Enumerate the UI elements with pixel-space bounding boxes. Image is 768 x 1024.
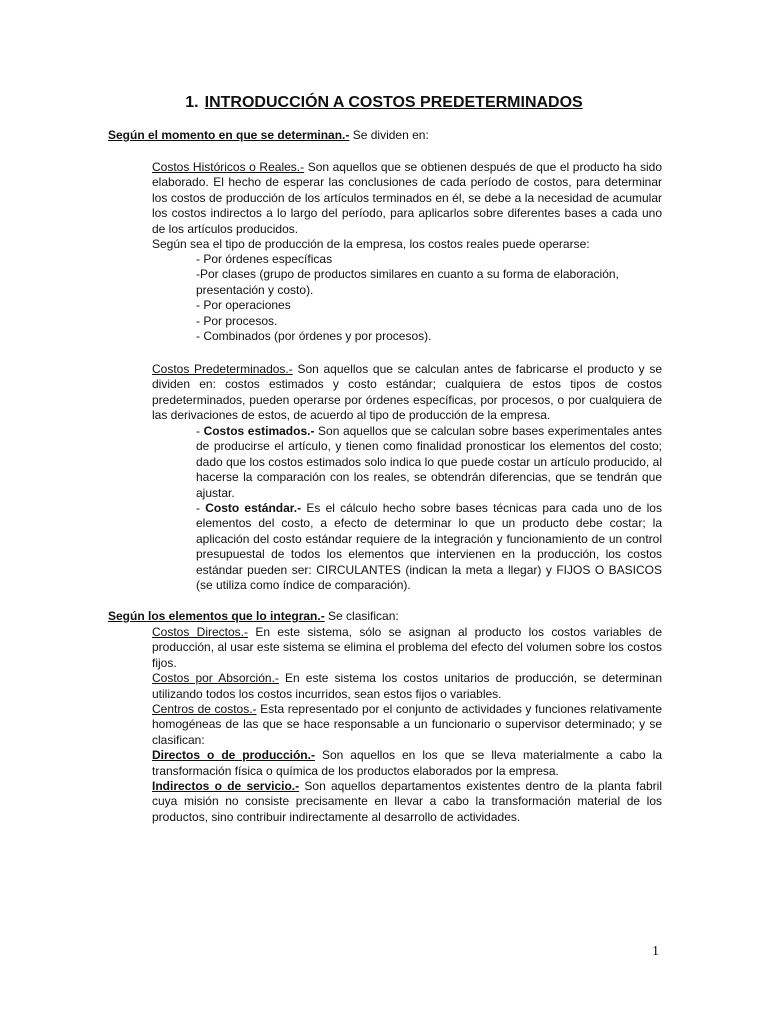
absorcion-heading: Costos por Absorción.-: [152, 671, 279, 686]
page-number: 1: [652, 944, 659, 959]
estandar-heading: Costo estándar.-: [205, 501, 302, 515]
list-item: - Por órdenes específicas: [196, 252, 333, 266]
historicos-heading: Costos Históricos o Reales.-: [152, 160, 305, 174]
historicos-text: Son aquellos que se obtienen después de que el producto ha sido elaborado. El hecho de esperar las conclusiones de cada período de costos, para determinar los costos de producción de los artículos terminados en él, se debe a la necesidad de acumular los costos indirectos a lo largo del período, para aplicarlos sobre diferentes bases a cada uno de los artículos producidos.: [152, 160, 663, 236]
servicio-paragraph: [152, 779, 662, 825]
directos-text: En este sistema, sólo se asignan al producto los costos variables de producción, al usar este sistema se elimina el problema del efecto del volumen sobre los costos fijos.: [152, 625, 662, 670]
centros-text: Esta representado por el conjunto de actividades y funciones relativamente homogéneas de las que se hace responsable a un funcionario o supervisor determinado; y se clasifican:: [152, 702, 662, 747]
servicio-text: Son aquellos departamentos existentes dentro de la planta fabril cuya misión no consiste precisamente en llevar a cabo la transformación material de los productos, sino contribuir indirectamente al desarrollo de actividades.: [152, 779, 662, 824]
block-elementos: [152, 625, 662, 825]
estimados-dash: -: [196, 424, 204, 438]
title-text: INTRODUCCIÓN A COSTOS PREDETERMINADOS: [204, 94, 583, 111]
produccion-heading: Directos o de producción.-: [152, 748, 315, 763]
section-momento: [108, 128, 668, 143]
estimados-heading: Costos estimados.-: [203, 424, 315, 438]
servicio-heading: Indirectos o de servicio.-: [152, 779, 300, 794]
list-item: - Por operaciones: [196, 298, 291, 313]
section-elementos-rest: Se clasifican:: [324, 609, 399, 623]
directos-heading: Costos Directos.-: [152, 625, 249, 639]
section-momento-heading: Según el momento en que se determinan.-: [108, 128, 350, 142]
centros-paragraph: [152, 702, 662, 748]
historicos-paragraph: [152, 160, 662, 237]
block-historicos: [152, 160, 662, 252]
block-predeterminados: [152, 362, 662, 424]
block-costo-estandar: [196, 501, 662, 593]
predeterminados-paragraph: [152, 362, 662, 424]
page-title: [0, 93, 768, 113]
produccion-paragraph: [152, 748, 662, 779]
predeterminados-text: Son aquellos que se calculan antes de fabricarse el producto y se dividen en: costos estimados y costo estándar; cualquiera de estos tipos de costos predeterminados, pueden operarse por órdenes específicas, por procesos, o por cualquiera de las derivaciones de estos, de acuerdo al tipo de producción de la empresa.: [152, 362, 662, 423]
list-item: -Por clases (grupo de productos similares en cuanto a su forma de elaboración, presentación y costo).: [196, 267, 619, 297]
section-elementos: [108, 609, 668, 624]
estandar-dash: -: [196, 501, 206, 515]
estimados-text: Son aquellos que se calculan sobre bases experimentales antes de producirse el artículo, y tienen como finalidad pronosticar los elementos del costo; dado que los costos estimados solo indica lo que puede costar un artículo producido, al hacerse la comparación con los reales, se obtendrán diferencias, que se tendrán que ajustar.: [196, 424, 662, 500]
absorcion-paragraph: [152, 671, 662, 702]
list-item: - Combinados (por órdenes y por procesos).: [196, 329, 432, 344]
historicos-text2: Según sea el tipo de producción de la empresa, los costos reales puede operarse:: [152, 237, 590, 252]
block-costos-estimados: [196, 424, 662, 501]
list-item: - Por procesos.: [196, 313, 278, 328]
historicos-list: [196, 252, 662, 344]
section-momento-rest: Se dividen en:: [349, 128, 429, 142]
absorcion-text: En este sistema los costos unitarios de producción, se determinan utilizando todos los costos incurridos, sean estos fijos o variables.: [152, 671, 662, 701]
centros-heading: Centros de costos.-: [152, 702, 257, 717]
title-number: 1.: [185, 94, 199, 111]
section-elementos-heading: Según los elementos que lo integran.-: [108, 609, 325, 623]
predeterminados-heading: Costos Predeterminados.-: [152, 362, 293, 376]
produccion-text: Son aquellos en los que se lleva materialmente a cabo la transformación física o química de los productos elaborados por la empresa.: [152, 748, 663, 778]
estandar-text: Es el cálculo hecho sobre bases técnicas para cada uno de los elementos del costo, a efecto de determinar lo que un producto debe costar; la aplicación del costo estándar requiere de la integración y funcionamiento de un control presupuestal de todos los elementos que intervienen en la producción, los costos estándar pueden ser: CIRCULANTES (indican la meta a llegar) y FIJOS O BASICOS (se utiliza como índice de comparación).: [196, 501, 662, 593]
directos-paragraph: [152, 625, 662, 671]
